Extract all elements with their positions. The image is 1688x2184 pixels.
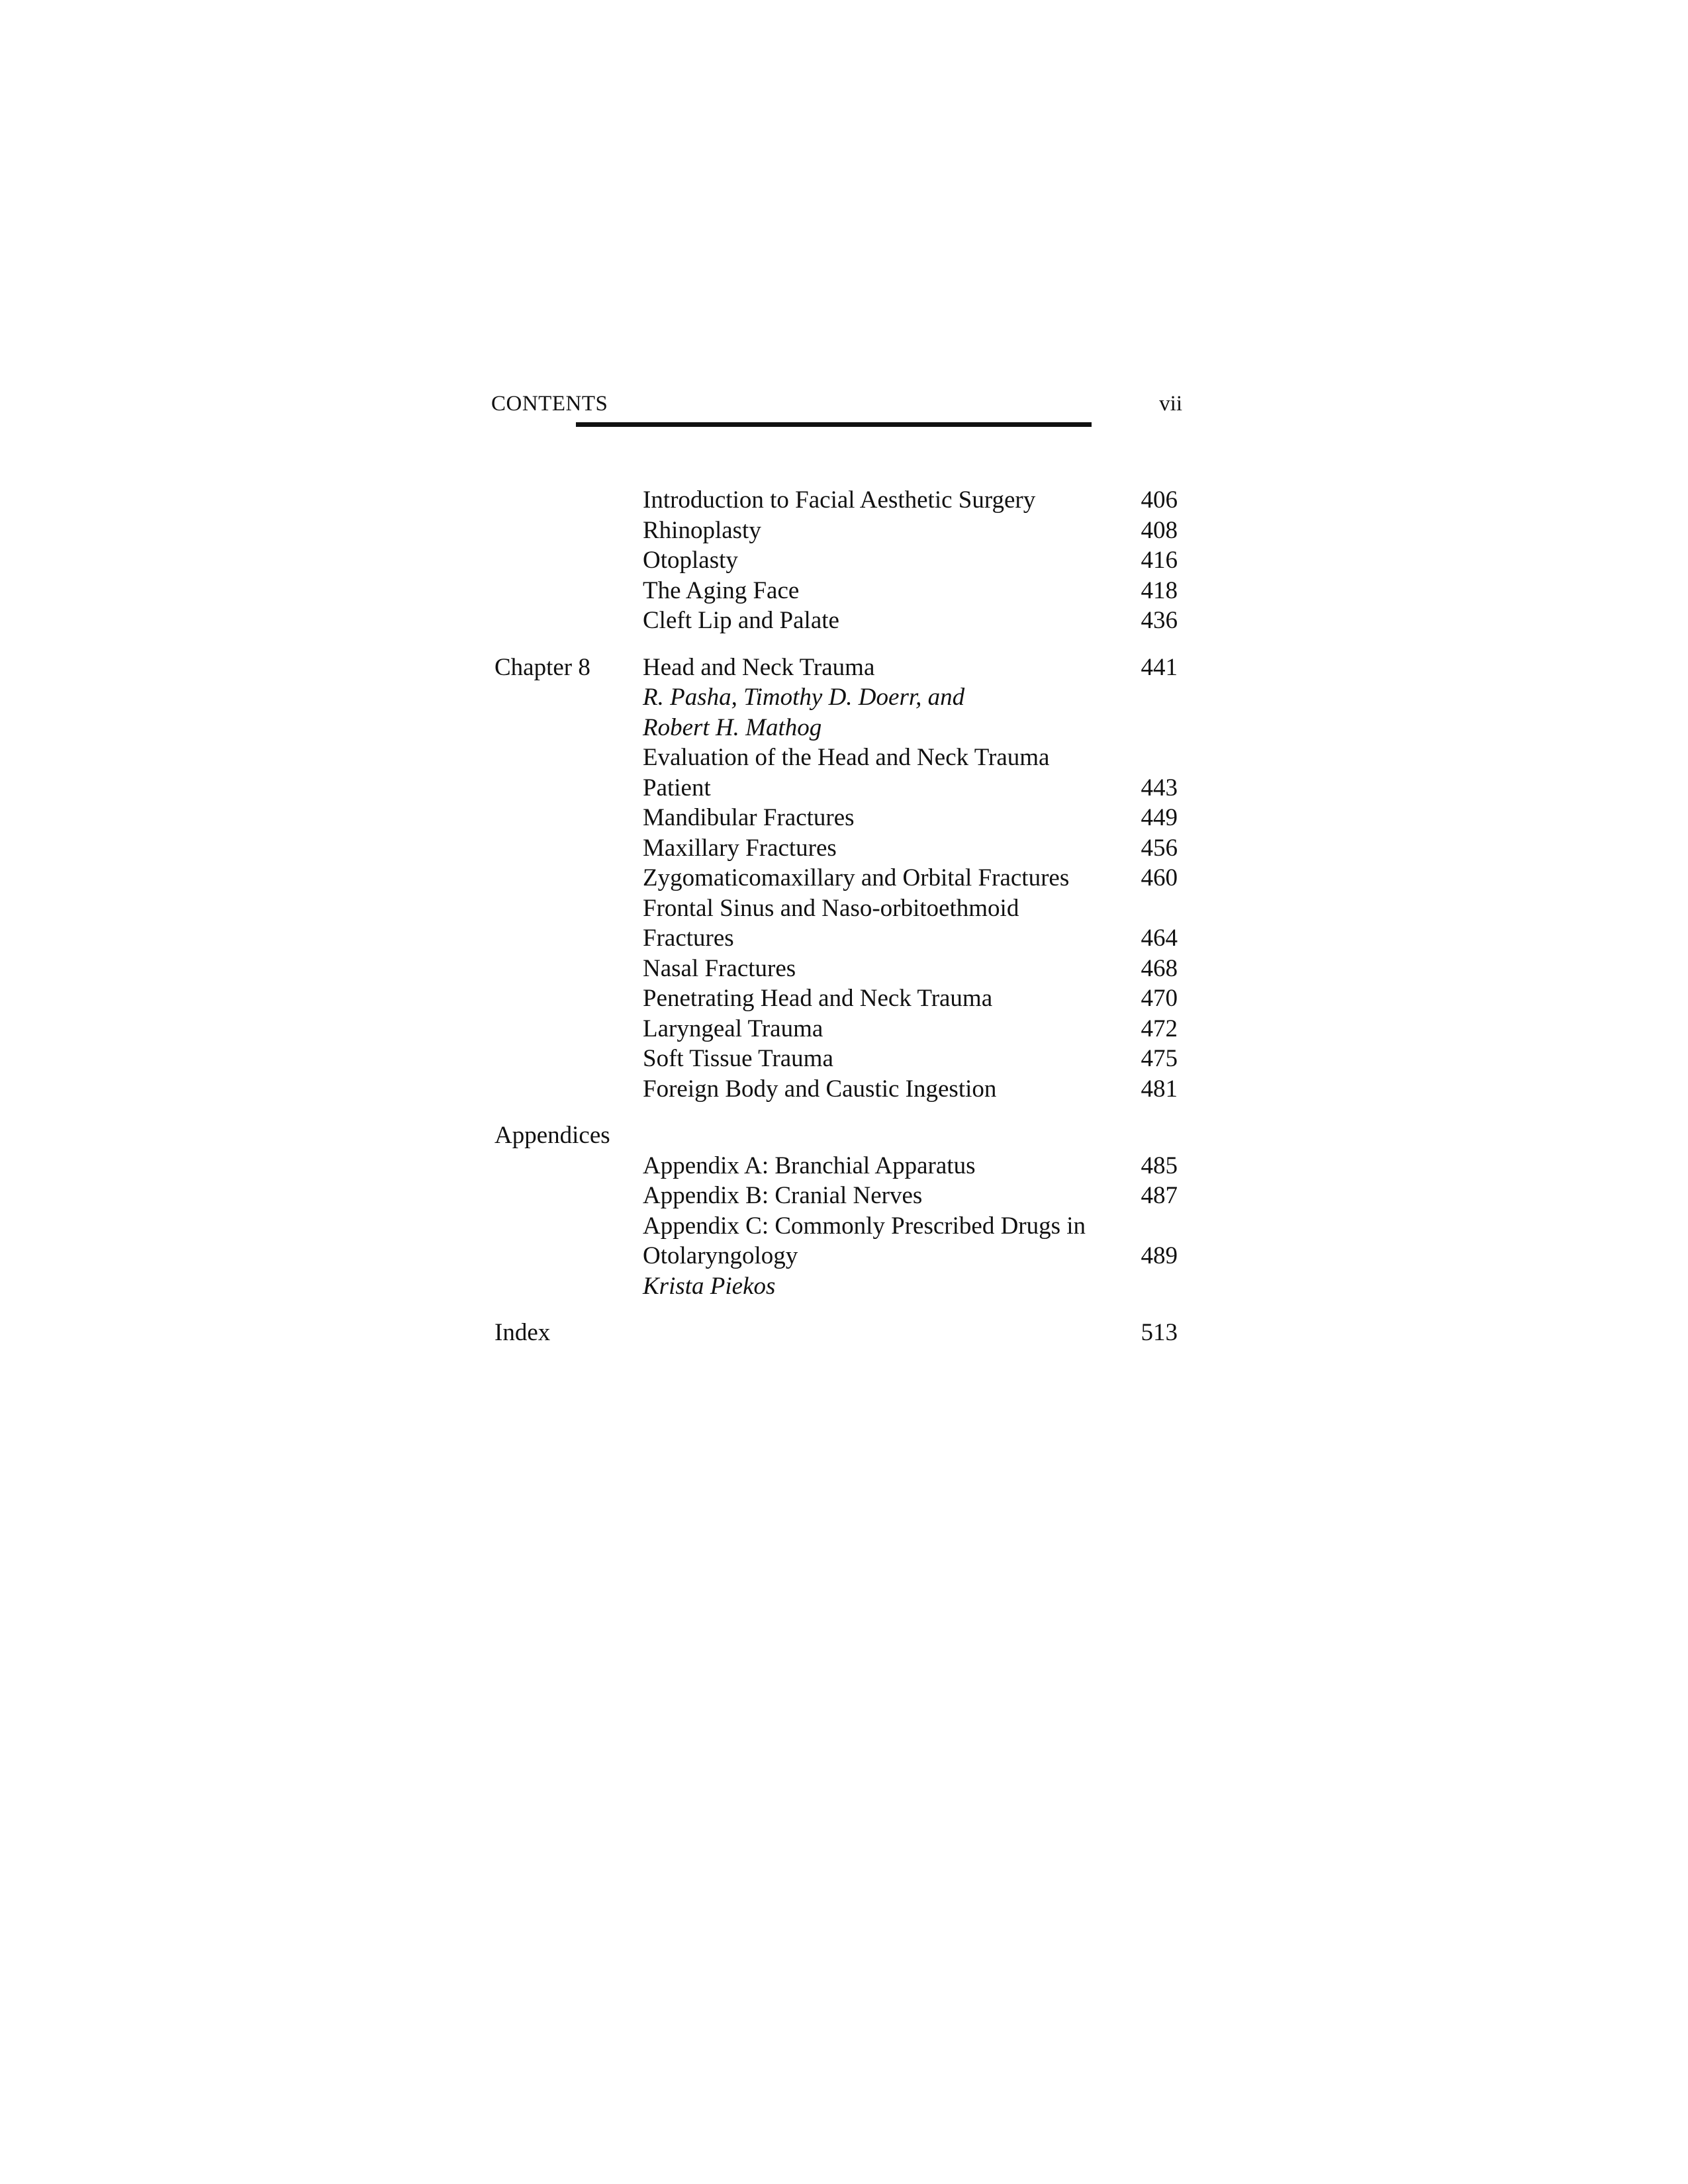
toc-entry-page: 468 xyxy=(1141,954,1178,982)
toc-entry-title: Evaluation of the Head and Neck Trauma xyxy=(643,744,1050,771)
chapter-label: Chapter 8 xyxy=(494,653,590,681)
toc-entry-title: Mandibular Fractures xyxy=(643,804,855,831)
toc-entry-title: Appendix C: Commonly Prescribed Drugs in xyxy=(643,1212,1086,1240)
toc-entry[interactable] xyxy=(494,803,1180,833)
toc-entry-page: 464 xyxy=(1141,925,1178,952)
running-head-title: CONTENTS xyxy=(491,392,608,416)
toc-entry[interactable] xyxy=(494,1044,1180,1074)
toc-entry-page: 456 xyxy=(1141,834,1178,862)
toc-entry-title: Otolaryngology xyxy=(643,1242,798,1269)
chapter-title: Head and Neck Trauma xyxy=(643,653,875,681)
toc-entry[interactable] xyxy=(494,923,1180,954)
toc-entry-page: 436 xyxy=(1141,607,1178,634)
appendix-author xyxy=(494,1271,1180,1302)
chapter-authors xyxy=(494,713,1180,743)
toc-entry-title: The Aging Face xyxy=(643,576,800,604)
toc-entry-page: 418 xyxy=(1141,576,1178,604)
toc-entry-title: Patient xyxy=(643,774,711,801)
toc-entry-title: Zygomaticomaxillary and Orbital Fractures xyxy=(643,864,1070,891)
toc-entry-title: Introduction to Facial Aesthetic Surgery xyxy=(643,486,1036,514)
toc-entry-page: 481 xyxy=(1141,1075,1178,1103)
toc-entry[interactable] xyxy=(494,606,1180,636)
toc-entry[interactable] xyxy=(494,773,1180,803)
toc-entry[interactable] xyxy=(494,954,1180,984)
running-head xyxy=(491,390,1182,430)
toc-entry-title: Nasal Fractures xyxy=(643,954,796,982)
toc-group-chapter8 xyxy=(494,653,1180,1105)
toc-entry-title: Maxillary Fractures xyxy=(643,834,837,862)
toc-entry[interactable] xyxy=(494,576,1180,606)
running-head-rule xyxy=(576,422,1092,427)
toc-chapter-heading[interactable] xyxy=(494,653,1180,683)
toc-entry[interactable] xyxy=(494,1211,1180,1242)
index-label: Index xyxy=(494,1319,551,1346)
appendix-author-name: Krista Piekos xyxy=(643,1272,776,1300)
toc-entry[interactable] xyxy=(494,1241,1180,1271)
toc-appendices-heading[interactable] xyxy=(494,1120,1180,1151)
toc-entry-title: Rhinoplasty xyxy=(643,516,761,544)
chapter-page: 441 xyxy=(1141,653,1178,681)
toc-entry-page: 460 xyxy=(1141,864,1178,891)
toc-entry[interactable] xyxy=(494,983,1180,1014)
toc-entry-title: Appendix A: Branchial Apparatus xyxy=(643,1152,976,1179)
toc-entry-page: 475 xyxy=(1141,1045,1178,1072)
toc-entry-title: Penetrating Head and Neck Trauma xyxy=(643,985,993,1012)
appendices-label: Appendices xyxy=(494,1122,610,1149)
toc-entry-page: 408 xyxy=(1141,516,1178,544)
toc-entry[interactable] xyxy=(494,1074,1180,1105)
toc-entry[interactable] xyxy=(494,545,1180,576)
toc-entry-title: Cleft Lip and Palate xyxy=(643,607,839,634)
toc-entry[interactable] xyxy=(494,1151,1180,1181)
toc-entry-page: 487 xyxy=(1141,1182,1178,1209)
toc-group-appendices xyxy=(494,1120,1180,1301)
toc-entry-title: Frontal Sinus and Naso-orbitoethmoid xyxy=(643,894,1019,922)
toc-entry[interactable] xyxy=(494,743,1180,773)
toc-entry-title: Foreign Body and Caustic Ingestion xyxy=(643,1075,997,1103)
toc-index-entry[interactable] xyxy=(494,1318,1180,1348)
chapter-authors-line: Robert H. Mathog xyxy=(643,713,822,741)
toc-entry-page: 472 xyxy=(1141,1015,1178,1042)
page-folio: vii xyxy=(1159,392,1182,416)
index-page: 513 xyxy=(1141,1319,1178,1346)
toc-entry[interactable] xyxy=(494,516,1180,546)
toc-entry[interactable] xyxy=(494,1181,1180,1211)
chapter-authors xyxy=(494,682,1180,713)
toc-entry-title: Laryngeal Trauma xyxy=(643,1015,823,1042)
toc-entry[interactable] xyxy=(494,863,1180,893)
toc-entry-title: Fractures xyxy=(643,925,734,952)
chapter-authors-line: R. Pasha, Timothy D. Doerr, and xyxy=(643,684,965,711)
toc-group-index xyxy=(494,1318,1180,1348)
toc-entry[interactable] xyxy=(494,893,1180,924)
toc-entry[interactable] xyxy=(494,833,1180,864)
toc-entry-page: 406 xyxy=(1141,486,1178,514)
table-of-contents xyxy=(494,485,1180,1348)
toc-entry-title: Soft Tissue Trauma xyxy=(643,1045,833,1072)
toc-entry-page: 485 xyxy=(1141,1152,1178,1179)
toc-entry-page: 449 xyxy=(1141,804,1178,831)
toc-entry[interactable] xyxy=(494,1014,1180,1044)
toc-entry-page: 489 xyxy=(1141,1242,1178,1269)
toc-group-chapter7-continued xyxy=(494,485,1180,636)
toc-entry-title: Otoplasty xyxy=(643,547,738,574)
toc-entry-page: 416 xyxy=(1141,547,1178,574)
toc-entry-page: 470 xyxy=(1141,985,1178,1012)
toc-entry-title: Appendix B: Cranial Nerves xyxy=(643,1182,923,1209)
toc-entry-page: 443 xyxy=(1141,774,1178,801)
toc-entry[interactable] xyxy=(494,485,1180,516)
